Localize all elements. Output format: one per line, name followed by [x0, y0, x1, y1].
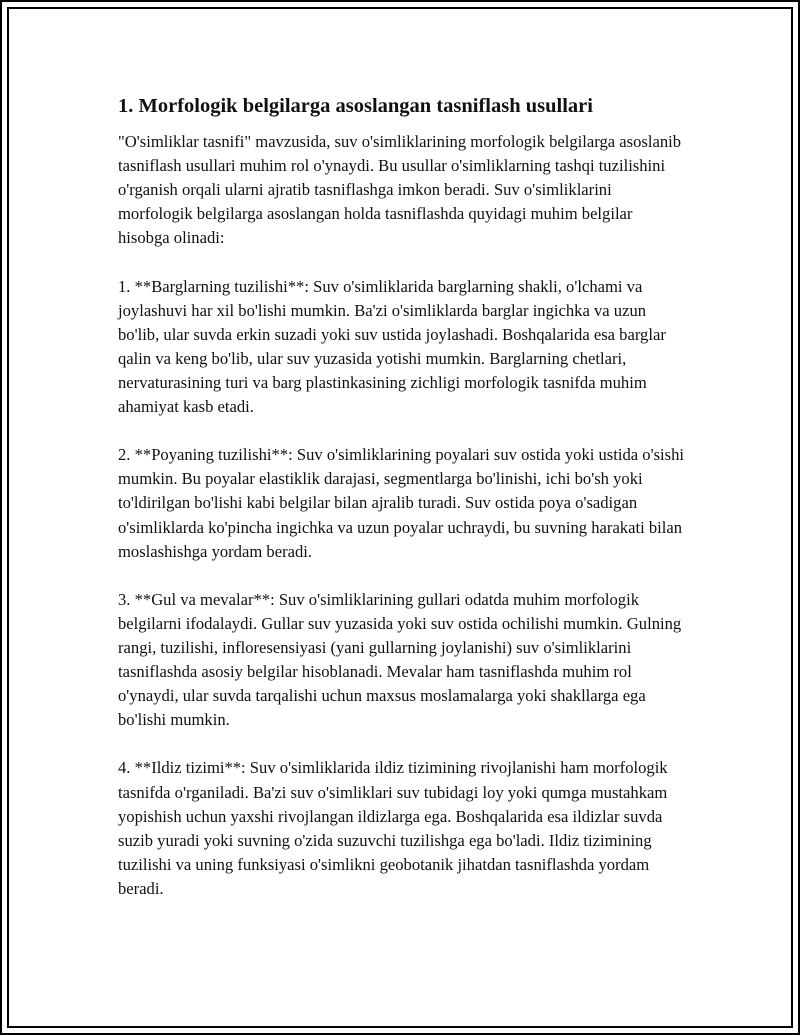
document-title: 1. Morfologik belgilarga asoslangan tasniflash usullari: [118, 95, 593, 117]
paragraph-stem-structure: 2. **Poyaning tuzilishi**: Suv o'simliklarining poyalari suv ostida yoki ustida o'sishi mumkin. Bu poyalar elastiklik darajasi, segmentlarga bo'linishi, ichi bo'sh yoki to'ldirilgan bo'lishi kabi belgilar bilan ajralib turadi. Suv ostida poya o'sadigan o'simliklarda ko'pincha ingichka va uzun poyalar uchraydi, bu suvning harakati bilan moslashishga yordam beradi.: [118, 445, 685, 561]
document-body: [118, 92, 688, 925]
paragraph-leaf-structure: 1. **Barglarning tuzilishi**: Suv o'simliklarida barglarning shakli, o'lchami va joylashuvi har xil bo'lishi mumkin. Ba'zi o'simliklarda barglar ingichka va uzun bo'lib, ular suvda erkin suzadi yoki suv ustida joylashadi. Boshqalarida esa barglar qalin va keng bo'lib, ular suv yuzasida yotishi mumkin. Barglarning chetlari, nervaturasining turi va barg plastinkasining zichligi morfologik tasnifda muhim ahamiyat kasb etadi.: [118, 276, 666, 417]
intro-paragraph: "O'simliklar tasnifi" mavzusida, suv o'simliklarining morfologik belgilarga asoslanib tasniflash usullari muhim rol o'ynaydi. Bu usullar o'simliklarning tashqi tuzilishini o'rganish orqali ularni ajratib tasniflashga imkon beradi. Suv o'simliklarini morfologik belgilarga asoslangan holda tasniflashda quyidagi muhim belgilar hisobga olinadi:: [118, 132, 682, 248]
paragraph-flowers-fruits: 3. **Gul va mevalar**: Suv o'simliklarining gullari odatda muhim morfologik belgilarni ifodalaydi. Gullar suv yuzasida yoki suv ostida ochilishi mumkin. Gulning rangi, tuzilishi, infloresensiyasi (yani gullarning joylanishi) suv o'simliklarini tasniflashda asosiy belgilar hisoblanadi. Mevalar ham tasniflashda muhim rol o'ynaydi, ular suvda tarqalishi uchun maxsus moslamalarga yoki shakllarga ega bo'lishi mumkin.: [118, 589, 682, 730]
paragraph-root-system: 4. **Ildiz tizimi**: Suv o'simliklarida ildiz tizimining rivojlanishi ham morfologik tasnifda o'rganiladi. Ba'zi suv o'simliklari suv tubidagi loy yoki qumga mustahkam yopishish uchun yaxshi rivojlangan ildizlarga ega. Boshqalarida esa ildizlar suvda suzib yuradi yoki suvning o'zida suzuvchi tuzilishga ega bo'ladi. Ildiz tizimining tuzilishi va uning funksiyasi o'simlikni geobotanik jihatdan tasniflashda yordam beradi.: [118, 758, 668, 898]
